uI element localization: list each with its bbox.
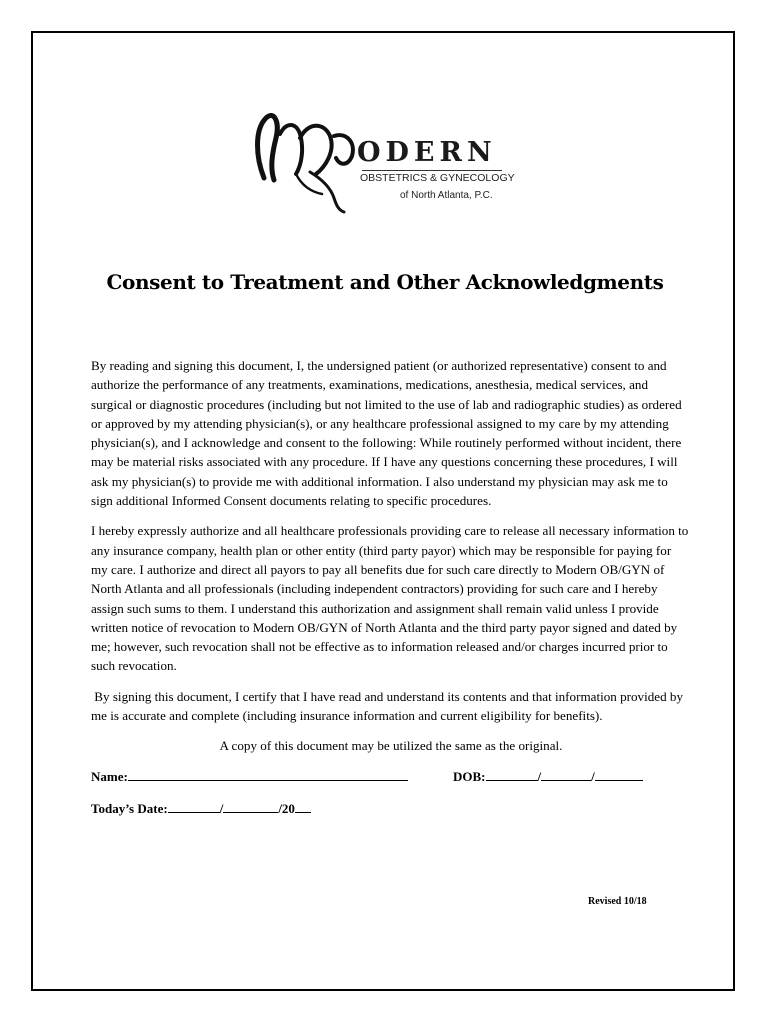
- date-year-field[interactable]: [295, 800, 311, 813]
- todays-date-row: [91, 800, 691, 828]
- copy-note: A copy of this document may be utilized the same as the original.: [219, 738, 563, 754]
- logo-rule: [362, 170, 502, 171]
- dob-slash: /: [537, 768, 542, 784]
- name-label: Name:: [91, 768, 128, 784]
- date-year-prefix: /20: [278, 800, 295, 816]
- logo-subtitle: OBSTETRICS & GYNECOLOGY: [360, 172, 515, 184]
- document-title: Consent to Treatment and Other Acknowledgments: [106, 270, 664, 294]
- certification-paragraph: By signing this document, I certify that I have read and understand its contents and that information provided by me is accurate and complete (including insurance information and current eligibility for benefits).: [91, 688, 687, 724]
- date-slash: /: [219, 800, 224, 816]
- dob-month-field[interactable]: [486, 768, 538, 781]
- dob-day-field[interactable]: [541, 768, 591, 781]
- consent-paragraph: By reading and signing this document, I, the undersigned patient (or authorized representative) consent to and authorize the performance of any treatments, examinations, medications, anesthesia, medical services, and surgical or diagnostic procedures (including but not limited to the use of lab and radiographic studies) as ordered or approved by my attending physician(s), or any healthcare professional assigned to my care by my attending physician(s), and I acknowledge and consent to the following: While routinely performed without incident, there may be material risks associated with any procedure. If I have any questions concerning these procedures, I will ask my physician(s) to provide me with additional information. I also understand my physician may ask me to sign additional Informed Consent documents relating to specific procedures.: [91, 358, 682, 509]
- authorization-paragraph: I hereby expressly authorize and all healthcare professionals providing care to release all necessary information to any insurance company, health plan or other entity (third party payor) which may be responsible for paying for my care. I authorize and direct all payors to pay all benefits due for such care directly to Modern OB/GYN of North Atlanta and all professionals (including independent contractors) providing for such care and I hereby assign such sums to them. I understand this authorization and assignment shall remain valid unless I provide written notice of revocation to Modern OB/GYN of North Atlanta and the third party payor signed and dated by me; however, such revocation shall not be effective as to information released and/or charges incurred prior to such revocation.: [91, 523, 689, 674]
- dob-slash: /: [591, 768, 595, 784]
- logo-location: of North Atlanta, P.C.: [400, 190, 493, 201]
- logo-m-emblem-icon: [250, 108, 370, 218]
- date-day-field[interactable]: [223, 800, 278, 813]
- dob-label: DOB:: [453, 768, 486, 784]
- logo-wordmark: ODERN: [357, 137, 497, 168]
- todays-date-label: Today’s Date:: [91, 800, 168, 816]
- name-field[interactable]: [128, 768, 408, 781]
- name-dob-row: [91, 768, 691, 796]
- document-body: [91, 356, 691, 828]
- practice-logo: [250, 108, 520, 218]
- date-month-field[interactable]: [168, 800, 220, 813]
- dob-year-field[interactable]: [595, 768, 643, 781]
- revision-note: Revised 10/18: [588, 896, 647, 907]
